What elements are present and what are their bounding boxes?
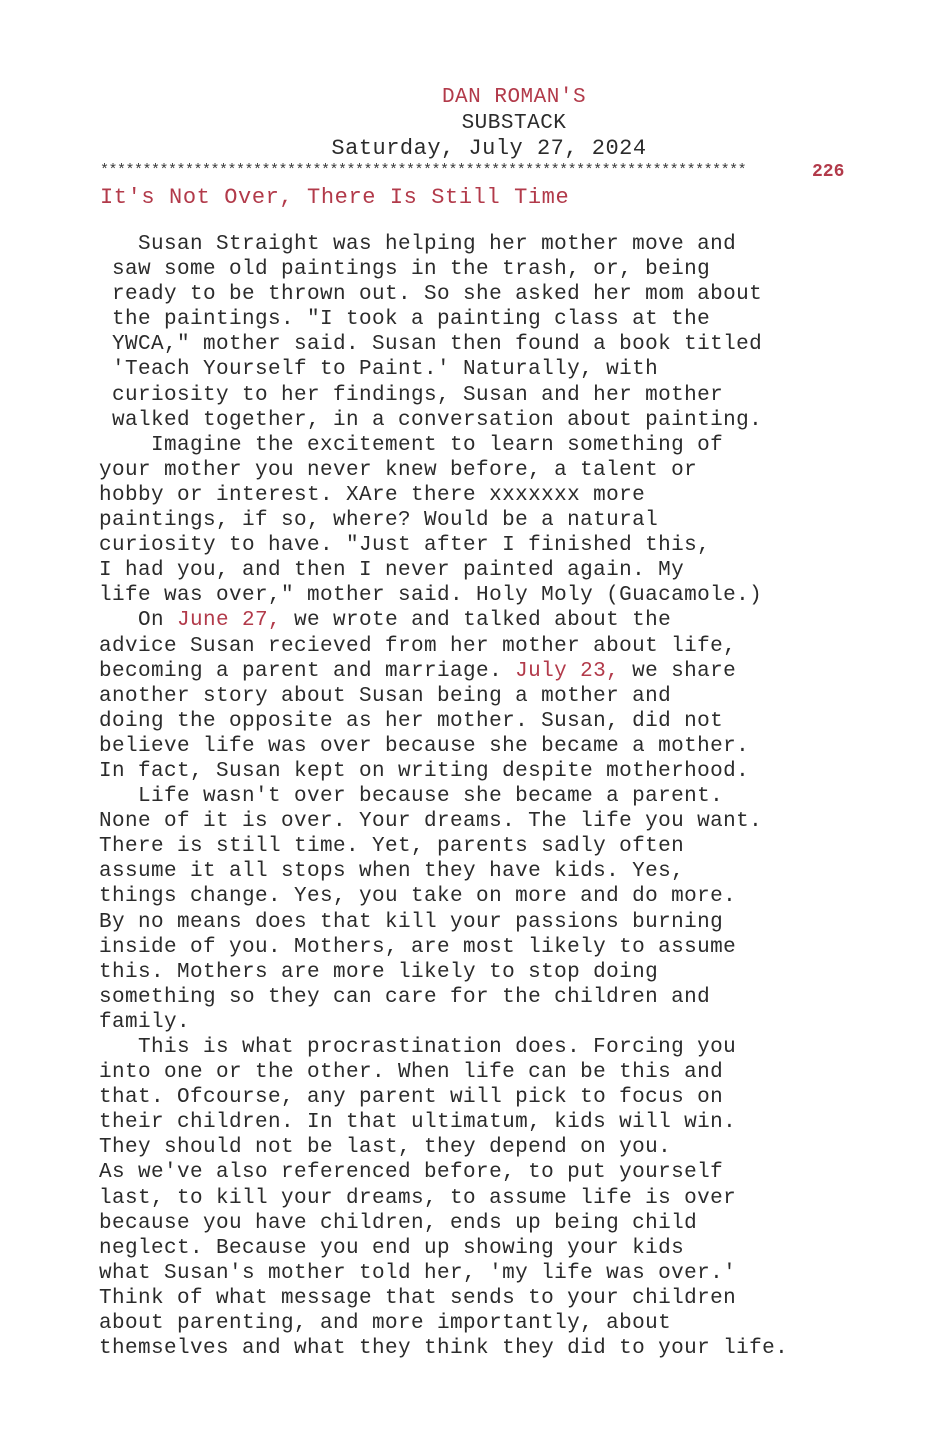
body-text-segment: 'Teach Yourself to Paint.' Naturally, with xyxy=(86,358,659,382)
body-line xyxy=(86,307,886,332)
body-text-segment: hobby or interest. XAre there xxxxxxx more xyxy=(86,483,646,507)
body-text-segment: YWCA," mother said. Susan then found a book titled xyxy=(86,333,763,357)
body-text-segment: about parenting, and more importantly, about xyxy=(86,1312,672,1336)
body-text-segment: doing the opposite as her mother. Susan, did not xyxy=(86,709,724,733)
asterisk-divider: **************************************************************************** xyxy=(100,162,747,179)
body-text-segment: They should not be last, they depend on you. xyxy=(86,1136,672,1160)
publication-name: SUBSTACK xyxy=(461,112,567,135)
body-line xyxy=(86,332,886,357)
body-line xyxy=(86,583,886,608)
body-text-segment: I had you, and then I never painted again. My xyxy=(86,559,685,583)
body-text-segment: By no means does that kill your passions burning xyxy=(86,910,724,934)
post-date: Saturday, July 27, 2024 xyxy=(331,136,647,161)
body-line xyxy=(86,784,886,809)
body-line xyxy=(86,483,886,508)
body-text-segment: this. Mothers are more likely to stop doing xyxy=(86,960,659,984)
body-text-segment: None of it is over. Your dreams. The life you want. xyxy=(86,810,763,834)
body-line xyxy=(86,684,886,709)
body-text-segment: Susan Straight was helping her mother move and xyxy=(86,233,737,256)
body-line xyxy=(86,1010,886,1035)
body-line xyxy=(86,859,886,884)
body-text-segment: we wrote and talked about the xyxy=(281,609,672,633)
brand-name: DAN ROMAN'S xyxy=(441,86,587,109)
body-text-segment: because you have children, ends up being child xyxy=(86,1211,698,1235)
body-text-segment: things change. Yes, you take on more and do more. xyxy=(86,885,737,909)
body-line xyxy=(86,1311,886,1336)
body-line xyxy=(86,357,886,382)
body-text-segment: your mother you never knew before, a talent or xyxy=(86,458,698,482)
body-line xyxy=(86,884,886,909)
body-text-segment: family. xyxy=(86,1010,191,1034)
body-line xyxy=(86,910,886,935)
body-text-segment: saw some old paintings in the trash, or, being xyxy=(86,258,711,282)
body-text-segment: ready to be thrown out. So she asked her mom about xyxy=(86,283,763,307)
body-line xyxy=(86,1186,886,1211)
body-text-segment: In fact, Susan kept on writing despite motherhood. xyxy=(86,759,750,783)
body-text-segment: something so they can care for the children and xyxy=(86,985,711,1009)
body-text-segment: advice Susan recieved from her mother about life, xyxy=(86,634,737,658)
body-line xyxy=(86,1160,886,1185)
body-text-segment: paintings, if so, where? Would be a natural xyxy=(86,509,659,533)
body-text-segment: that. Ofcourse, any parent will pick to focus on xyxy=(86,1086,724,1110)
body-line xyxy=(86,985,886,1010)
body-text-segment: another story about Susan being a mother and xyxy=(86,684,672,708)
body-text-segment: curiosity to have. "Just after I finished this, xyxy=(86,534,711,558)
body-line xyxy=(86,433,886,458)
body-text-segment: Imagine the excitement to learn something of xyxy=(86,433,724,457)
body-line xyxy=(86,608,886,633)
article-title: It's Not Over, There Is Still Time xyxy=(100,185,570,210)
body-text-segment: walked together, in a conversation about painting. xyxy=(86,408,763,432)
body-text-segment: As we've also referenced before, to put yourself xyxy=(86,1161,724,1185)
body-line xyxy=(86,809,886,834)
body-line xyxy=(86,408,886,433)
body-text-segment: neglect. Because you end up showing your kids xyxy=(86,1236,685,1260)
body-text-segment: assume it all stops when they have kids. Yes, xyxy=(86,860,685,884)
body-line xyxy=(86,960,886,985)
body-line xyxy=(86,659,886,684)
body-text-segment: On xyxy=(86,609,178,633)
body-text-segment: into one or the other. When life can be this and xyxy=(86,1061,724,1085)
body-text-segment: life was over," mother said. Holy Moly (Guacamole.) xyxy=(86,584,763,608)
body-line xyxy=(86,634,886,659)
body-line xyxy=(86,734,886,759)
body-text-segment: This is what procrastination does. Forcing you xyxy=(86,1036,737,1059)
body-line xyxy=(86,935,886,960)
body-line xyxy=(86,1211,886,1236)
body-line xyxy=(86,759,886,784)
body-line xyxy=(86,1135,886,1160)
body-line xyxy=(86,257,886,282)
body-text-segment: what Susan's mother told her, 'my life was over.' xyxy=(86,1261,737,1285)
body-text-segment: There is still time. Yet, parents sadly often xyxy=(86,835,685,859)
body-line xyxy=(86,533,886,558)
body-text-segment: last, to kill your dreams, to assume life is over xyxy=(86,1186,737,1210)
body-text-segment: becoming a parent and marriage. xyxy=(86,659,516,683)
body-text-segment: Think of what message that sends to your children xyxy=(86,1286,737,1310)
body-text-segment: themselves and what they think they did to your life. xyxy=(86,1337,789,1361)
body-line xyxy=(86,1110,886,1135)
body-line xyxy=(86,1286,886,1311)
body-line xyxy=(86,1236,886,1261)
body-line xyxy=(86,232,886,257)
body-text-segment: curiosity to her findings, Susan and her mother xyxy=(86,383,724,407)
body-line xyxy=(86,1261,886,1286)
body-line xyxy=(86,1336,886,1361)
body-text-segment: inside of you. Mothers, are most likely to assume xyxy=(86,935,737,959)
body-text-segment: the paintings. "I took a painting class at the xyxy=(86,308,711,332)
body-line xyxy=(86,1035,886,1060)
body-line xyxy=(86,834,886,859)
body-line xyxy=(86,508,886,533)
date-reference: July 23, xyxy=(515,659,620,683)
body-line xyxy=(86,558,886,583)
body-line xyxy=(86,1085,886,1110)
body-text-segment: we share xyxy=(619,659,737,683)
body-line xyxy=(86,282,886,307)
issue-number: 226 xyxy=(812,162,845,182)
body-text-segment: Life wasn't over because she became a parent. xyxy=(86,785,724,809)
date-reference: June 27, xyxy=(177,609,282,633)
body-line xyxy=(86,709,886,734)
body-text-segment: their children. In that ultimatum, kids will win. xyxy=(86,1111,737,1135)
article-body xyxy=(86,232,886,1361)
body-text-segment: believe life was over because she became a mother. xyxy=(86,734,750,758)
body-line xyxy=(86,458,886,483)
body-line xyxy=(86,1060,886,1085)
body-line xyxy=(86,383,886,408)
